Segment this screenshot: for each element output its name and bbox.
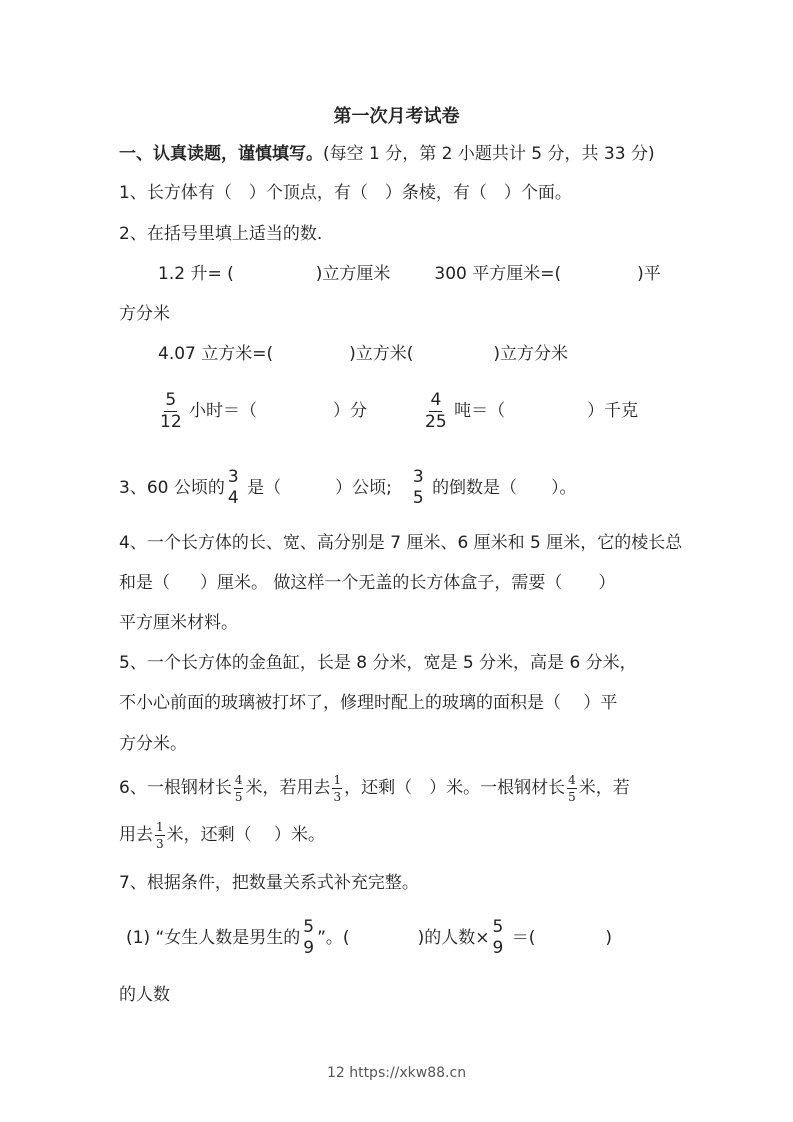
section-1-heading [119, 143, 655, 165]
q3-text: ）。 [551, 478, 577, 498]
q6-text: 米，若用去 [245, 778, 331, 798]
fraction: $\frac{4}{25}$ [425, 389, 447, 432]
question-2-stem: 2、在括号里填上适当的数. [119, 224, 323, 244]
q3-text: ）公顷; [335, 478, 392, 498]
q6-text: 米，还剩（ ）米。 [166, 825, 326, 845]
question-2-line-1 [158, 263, 661, 285]
q6-text: ，还剩（ ）米。一根钢材长 [344, 778, 566, 798]
fraction: $\frac{4}{5}$ [568, 772, 576, 804]
question-4-line-3: 平方厘米材料。 [119, 613, 238, 633]
q2-text: )立方米( [349, 344, 414, 364]
q4-text: ） [598, 573, 616, 593]
q7-text: (1) “女生人数是男生的 [126, 928, 301, 948]
q4-text: 和是（ [119, 573, 170, 593]
q4-text: ）厘米。 做这样一个无盖的长方体盒子，需要（ [200, 573, 563, 593]
q2-text: 吨＝（ [454, 401, 506, 421]
fraction: 3 5 [412, 467, 424, 508]
question-5-line-2: 不小心前面的玻璃被打坏了，修理时配上的玻璃的面积是（ ）平 [119, 693, 618, 713]
q2-text: ）分 [333, 401, 368, 421]
q2-text: 小时＝（ [189, 401, 258, 421]
q3-text: 是（ [247, 478, 282, 498]
fraction: $\frac{5}{12}$ [160, 389, 182, 432]
q2-text: 4.07 立方米=( [158, 344, 274, 364]
question-4-line-1: 4、一个长方体的长、宽、高分别是 7 厘米、6 厘米和 5 厘米，它的棱长总 [119, 533, 683, 553]
question-6-line-2 [119, 815, 325, 855]
q2-text: 300 平方厘米=( [434, 264, 562, 284]
question-4-line-2 [119, 572, 615, 594]
question-7-part-1-wrap: 的人数 [119, 985, 170, 1005]
q2-text: 1.2 升= ( [158, 264, 234, 284]
question-6-line-1 [119, 768, 630, 808]
question-5-line-1: 5、一个长方体的金鱼缸，长是 8 分米，宽是 5 分米，高是 6 分米， [119, 653, 637, 673]
q2-text: )平 [637, 264, 661, 284]
section-note: (每空 1 分，第 2 小题共计 5 分，共 33 分) [323, 144, 655, 164]
fraction: $\frac{1}{3}$ [156, 819, 164, 851]
section-heading: 一、认真读题，谨慎填写。 [119, 144, 323, 164]
q7-text: ＝( [511, 928, 536, 948]
question-2-line-2 [158, 343, 568, 365]
fraction: 5 9 [492, 917, 504, 958]
question-1: 1、长方体有（ ）个顶点，有（ ）条棱，有（ ）个面。 [119, 183, 572, 203]
question-5-line-3: 方分米。 [119, 734, 187, 754]
question-2-line-1-wrap: 方分米 [119, 304, 170, 324]
q6-text: 6、一根钢材长 [119, 778, 232, 798]
page-title: 第一次月考试卷 [333, 106, 460, 127]
q6-text: 米，若 [578, 778, 630, 798]
question-7-part-1 [126, 910, 612, 966]
fraction: 3 4 [227, 467, 239, 508]
q2-text: )立方厘米 [315, 264, 391, 284]
fraction: $\frac{4}{5}$ [234, 772, 243, 804]
q3-text: 的倒数是（ [432, 478, 518, 498]
q7-text: ) [605, 928, 612, 948]
question-3 [119, 460, 577, 516]
question-7-stem: 7、根据条件，把数量关系式补充完整。 [119, 873, 419, 893]
question-2-line-3 [158, 383, 638, 439]
q6-text: 用去 [119, 825, 153, 845]
fraction: 5 9 [303, 917, 315, 958]
q3-text: 3、60 公顷的 [119, 478, 225, 498]
q7-text: )的人数× [417, 928, 490, 948]
q2-text: ）千克 [587, 401, 639, 421]
q2-text: )立方分米 [493, 344, 569, 364]
page-footer: 12 https://xkw88.cn [326, 1065, 467, 1081]
q7-text: ”。( [317, 928, 350, 948]
fraction: $\frac{1}{3}$ [333, 772, 342, 804]
